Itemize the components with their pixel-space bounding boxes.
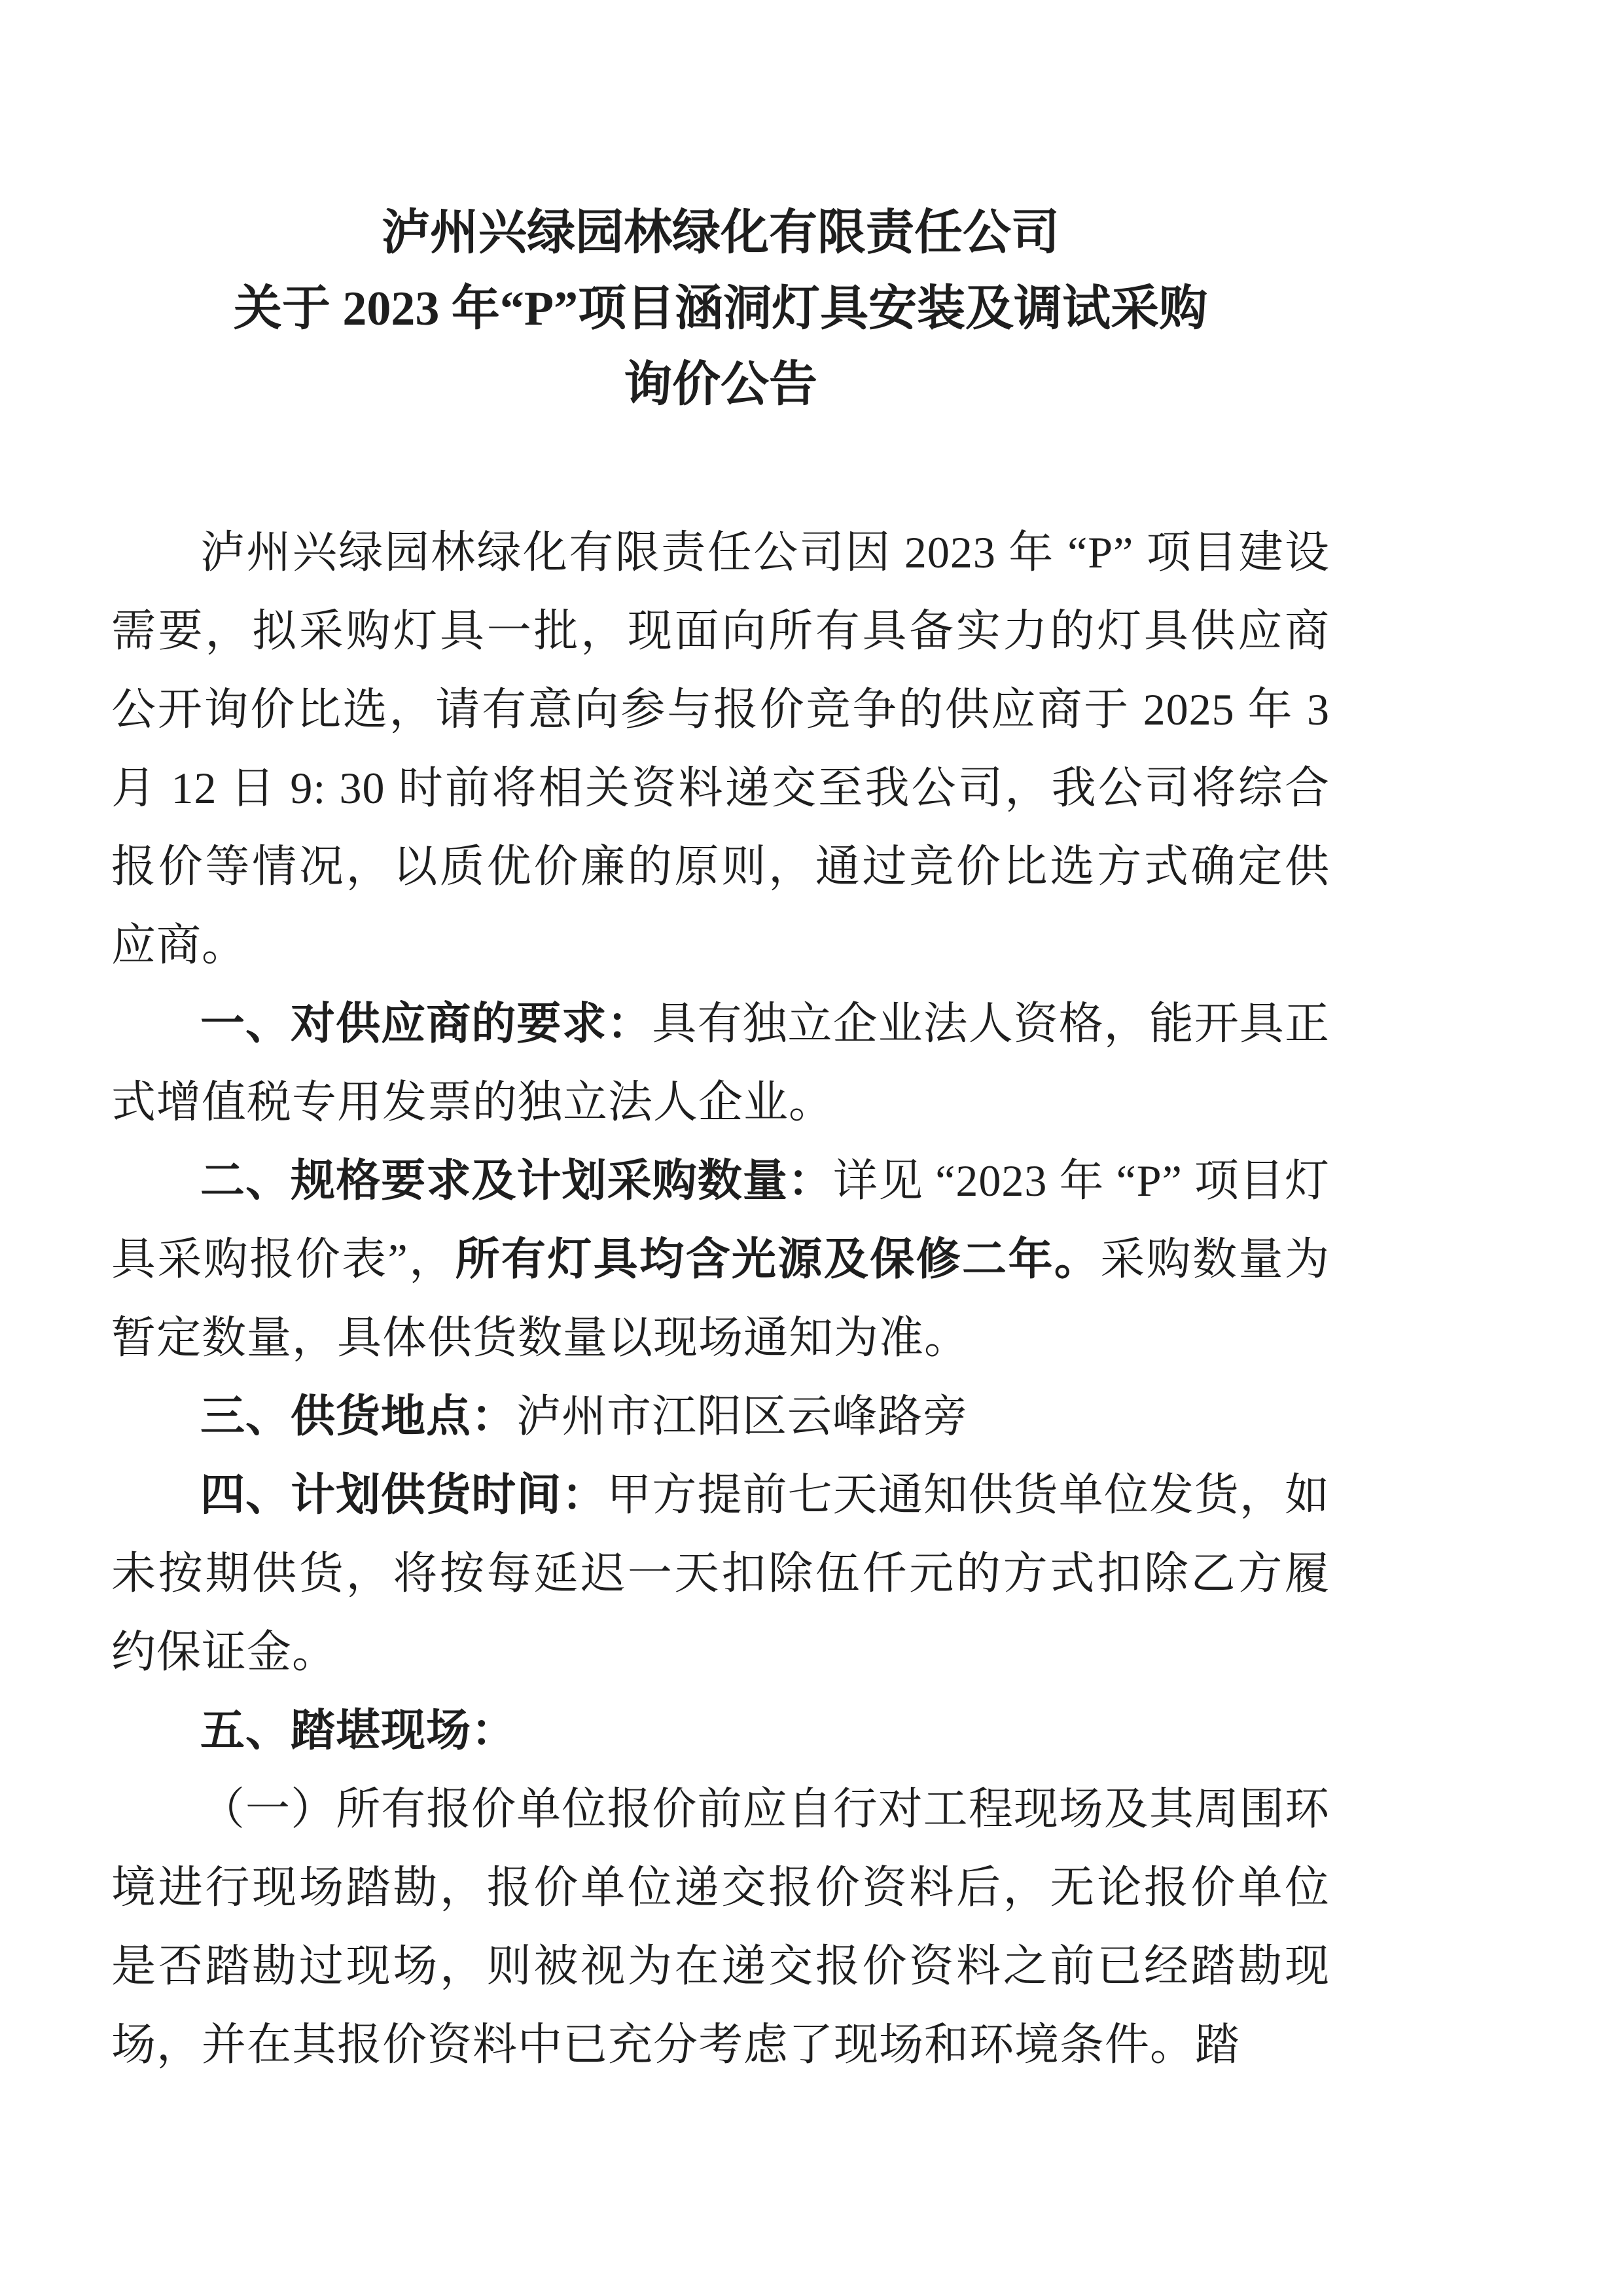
bold-text-run: 二、规格要求及计划采购数量： — [200, 1156, 833, 1206]
bold-text-run: 五、踏堪现场： — [200, 1706, 517, 1755]
text-run: （一）所有报价单位报价前应自行对工程现场及其周围环境进行现场踏勘，报价单位递交报价资料后，无论报价单位是否踏勘过现场，则被视为在递交报价资料之前已经踏勘现场，并在其报价资料中已充分考虑了现场和环境条件。踏 — [111, 1784, 1330, 2070]
paragraph — [111, 1377, 1330, 1456]
text-run: 泸州兴绿园林绿化有限责任公司因 2023 年 “P” 项目建设需要，拟采购灯具一批，现面向所有具备实力的灯具供应商公开询价比选，请有意向参与报价竞争的供应商于 2025 年 3 月 12 日 9: 30 时前将相关资料递交至我公司，我公司将综合报价等情况，以质优价廉的原则，通过竞价比选方式确定供应商。 — [111, 528, 1330, 970]
bold-text-run: 四、计划供货时间： — [200, 1470, 607, 1520]
title-line-company: 泸州兴绿园林绿化有限责任公司 — [382, 206, 1060, 260]
document-body — [111, 513, 1330, 2084]
document-content — [111, 195, 1330, 2084]
paragraph — [111, 1691, 1330, 1770]
text-run: 详见 “2023 年 “P” 项目灯具采购报价表”， — [111, 1156, 1330, 1284]
bold-text-run: 三、供货地点： — [200, 1391, 517, 1441]
bold-text-run: 所有灯具均含光源及保修二年。 — [455, 1234, 1101, 1284]
paragraph — [111, 1141, 1330, 1377]
text-run: 泸州市江阳区云峰路旁 — [516, 1391, 969, 1441]
bold-text-run: 一、对供应商的要求： — [200, 999, 652, 1049]
paragraph — [111, 1770, 1330, 2084]
paragraph — [111, 1456, 1330, 1691]
title-line-subject: 关于 2023 年“P”项目涵洞灯具安装及调试采购 — [233, 282, 1208, 336]
text-run: 甲方提前七天通知供货单位发货，如未按期供货，将按每延迟一天扣除伍仟元的方式扣除乙方履约保证金。 — [111, 1470, 1330, 1677]
text-run: 采购数量为暂定数量，具体供货数量以现场通知为准。 — [111, 1234, 1330, 1363]
document-title — [111, 195, 1330, 423]
paragraph — [111, 513, 1330, 984]
text-run: 具有独立企业法人资格，能开具正式增值税专用发票的独立法人企业。 — [111, 999, 1330, 1127]
paragraph — [111, 984, 1330, 1141]
title-line-notice-type: 询价公告 — [624, 358, 817, 412]
